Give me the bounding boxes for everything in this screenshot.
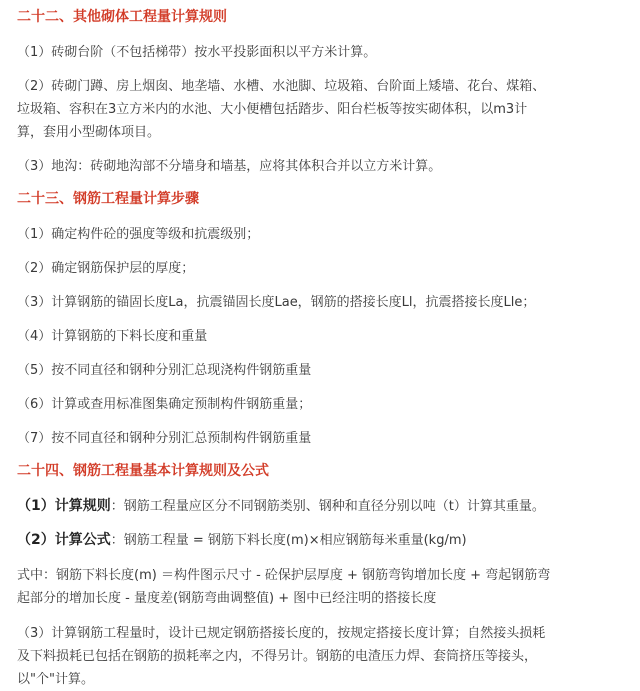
section-22-heading: 二十二、其他砌体工程量计算规则 bbox=[17, 9, 227, 25]
section-24-item-3-line-1: （3）计算钢筋工程量时，设计已规定钢筋搭接长度的，按规定搭接长度计算；自然接头损耗 bbox=[17, 626, 546, 641]
section-23-step-5: （5）按不同直径和钢种分别汇总现浇构件钢筋重量 bbox=[17, 363, 312, 378]
section-23-heading: 二十三、钢筋工程量计算步骤 bbox=[17, 191, 199, 207]
section-23-step-4: （4）计算钢筋的下料长度和重量 bbox=[17, 329, 208, 344]
section-23-step-7: （7）按不同直径和钢种分别汇总预制构件钢筋重量 bbox=[17, 431, 312, 446]
section-23-step-2: （2）确定钢筋保护层的厚度； bbox=[17, 261, 195, 276]
section-22-item-3: （3）地沟：砖砌地沟部不分墙身和墙基，应将其体积合并以立方米计算。 bbox=[17, 159, 442, 174]
section-24-item-3-line-3: 以"个"计算。 bbox=[17, 672, 94, 687]
calculation-formula-text: ：钢筋工程量 = 钢筋下料长度(m)×相应钢筋每米重量(kg/m) bbox=[110, 533, 467, 548]
formula-where-line-1: 式中：钢筋下料长度(m) ＝构件图示尺寸 - 砼保护层厚度 + 钢筋弯钩增加长度 + 弯起钢筋弯 bbox=[17, 568, 551, 583]
section-23-step-3: （3）计算钢筋的锚固长度La，抗震锚固长度Lae，钢筋的搭接长度Ll，抗震搭接长度Lle； bbox=[17, 295, 536, 310]
section-23-step-1: （1）确定构件砼的强度等级和抗震级别； bbox=[17, 227, 260, 242]
calculation-rule-text: ：钢筋工程量应区分不同钢筋类别、钢种和直径分别以吨（t）计算其重量。 bbox=[110, 499, 545, 514]
calculation-formula-label: （2）计算公式 bbox=[17, 532, 111, 548]
section-24-formula bbox=[17, 532, 632, 549]
section-24-rule bbox=[17, 498, 632, 515]
section-22-item-2-line-3: 算，套用小型砌体项目。 bbox=[17, 125, 161, 140]
calculation-rule-label: （1）计算规则 bbox=[17, 498, 111, 514]
section-22-item-2-line-1: （2）砖砌门蹲、房上烟囱、地垄墙、水槽、水池脚、垃圾箱、台阶面上矮墙、花台、煤箱、 bbox=[17, 79, 546, 94]
section-23-step-6: （6）计算或查用标准图集确定预制构件钢筋重量； bbox=[17, 397, 312, 412]
section-22-item-2-line-2: 垃圾箱、容积在3立方米内的水池、大小便槽包括踏步、阳台栏板等按实砌体积，以m3计 bbox=[17, 102, 528, 117]
formula-where-line-2: 起部分的增加长度 - 量度差(钢筋弯曲调整值) + 图中已经注明的搭接长度 bbox=[17, 591, 437, 606]
section-22-item-1: （1）砖砌台阶（不包括梯带）按水平投影面积以平方米计算。 bbox=[17, 45, 377, 60]
section-24-heading: 二十四、钢筋工程量基本计算规则及公式 bbox=[17, 463, 269, 479]
section-24-item-3-line-2: 及下料损耗已包括在钢筋的损耗率之内，不得另计。钢筋的电渣压力焊、套筒挤压等接头， bbox=[17, 649, 538, 664]
